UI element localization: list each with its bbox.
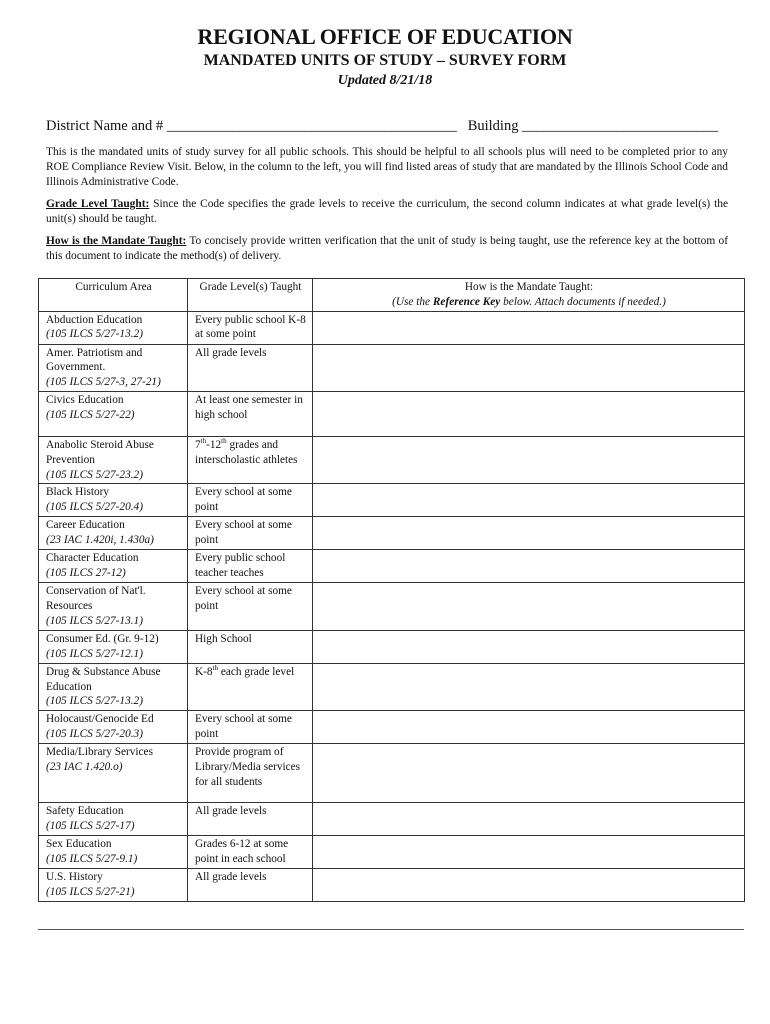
how-taught-response-cell[interactable] <box>313 630 745 663</box>
statute-citation: (105 ILCS 5/27-13.2) <box>46 695 143 708</box>
how-taught-response-cell[interactable] <box>313 391 745 436</box>
grade-level-part: th <box>221 437 227 446</box>
curriculum-area-cell <box>39 869 188 902</box>
statute-citation: (105 ILCS 5/27-23.2) <box>46 468 143 481</box>
curriculum-area-name: Safety Education <box>46 805 124 818</box>
table-row <box>39 803 745 836</box>
grade-level-cell: Every public school teacher teaches <box>188 550 313 583</box>
curriculum-area-name: Conservation of Nat'l. Resources <box>46 585 146 613</box>
grade-level-cell: High School <box>188 630 313 663</box>
curriculum-area-cell <box>39 484 188 517</box>
note-pre: (Use the <box>392 295 433 308</box>
how-taught-response-cell[interactable] <box>313 869 745 902</box>
table-row <box>39 630 745 663</box>
curriculum-area-name: Career Education <box>46 519 125 532</box>
curriculum-area-name: U.S. History <box>46 871 103 884</box>
grade-level-text: Since the Code specifies the grade levels to receive the curriculum, the second column indicates at what grade level(s) the unit(s) should be taught. <box>46 198 728 225</box>
statute-citation: (23 IAC 1.420i, 1.430a) <box>46 534 154 547</box>
curriculum-area-cell <box>39 663 188 710</box>
how-taught-response-cell[interactable] <box>313 583 745 630</box>
mandate-heading: How is the Mandate Taught: <box>46 235 187 247</box>
curriculum-area-cell <box>39 550 188 583</box>
district-building-line <box>46 118 718 135</box>
grade-level-cell: All grade levels <box>188 803 313 836</box>
mandate-explanation <box>46 234 728 264</box>
curriculum-area-name: Drug & Substance Abuse Education <box>46 665 161 693</box>
grade-level-cell: Grades 6-12 at some point in each school <box>188 836 313 869</box>
how-taught-response-cell[interactable] <box>313 836 745 869</box>
grade-level-cell: Provide program of Library/Media services for all students <box>188 744 313 803</box>
statute-citation: (105 ILCS 5/27-9.1) <box>46 852 138 865</box>
statute-citation: (105 ILCS 5/27-21) <box>46 885 135 898</box>
grade-level-cell: At least one semester in high school <box>188 391 313 436</box>
building-field[interactable]: ___________________________ <box>522 118 718 134</box>
table-row <box>39 344 745 391</box>
page-title: REGIONAL OFFICE OF EDUCATION <box>197 24 573 49</box>
how-taught-response-cell[interactable] <box>313 550 745 583</box>
curriculum-area-name: Civics Education <box>46 393 124 406</box>
grade-level-cell <box>188 663 313 710</box>
grade-level-part: 7 <box>195 438 201 451</box>
grade-level-heading: Grade Level Taught: <box>46 198 150 210</box>
curriculum-area-name: Character Education <box>46 552 139 565</box>
table-row <box>39 484 745 517</box>
grade-level-cell: Every school at some point <box>188 517 313 550</box>
curriculum-area-name: Media/Library Services <box>46 746 153 759</box>
table-row <box>39 391 745 436</box>
mandate-text: To concisely provide written verification that the unit of study is being taught, use the reference key at the bottom of this document to indicate the method(s) of delivery. <box>46 235 728 262</box>
statute-citation: (105 ILCS 5/27-3, 27-21) <box>46 376 161 389</box>
statute-citation: (105 ILCS 5/27-20.4) <box>46 501 143 514</box>
curriculum-area-name: Holocaust/Genocide Ed <box>46 713 154 726</box>
table-row <box>39 869 745 902</box>
table-row <box>39 663 745 710</box>
grade-level-part: K-8 <box>195 665 213 678</box>
note-post: below. Attach documents if needed.) <box>500 295 666 308</box>
statute-citation: (105 ILCS 27-12) <box>46 567 126 580</box>
grade-level-cell: Every school at some point <box>188 583 313 630</box>
how-taught-response-cell[interactable] <box>313 344 745 391</box>
table-row <box>39 550 745 583</box>
how-taught-response-cell[interactable] <box>313 663 745 710</box>
building-label: Building <box>467 118 519 134</box>
how-taught-response-cell[interactable] <box>313 744 745 803</box>
curriculum-area-name: Consumer Ed. (Gr. 9-12) <box>46 632 159 645</box>
table-row <box>39 311 745 344</box>
grade-level-part: grades and interscholastic athletes <box>195 438 298 466</box>
grade-level-cell: Every school at some point <box>188 484 313 517</box>
how-taught-response-cell[interactable] <box>313 803 745 836</box>
grade-level-cell: Every school at some point <box>188 711 313 744</box>
curriculum-area-cell <box>39 711 188 744</box>
grade-level-part: th <box>200 437 207 446</box>
grade-level-cell: All grade levels <box>188 344 313 391</box>
curriculum-area-cell <box>39 836 188 869</box>
curriculum-area-name: Amer. Patriotism and Government. <box>46 346 143 374</box>
table-row <box>39 711 745 744</box>
header-grade-levels: Grade Level(s) Taught <box>188 279 313 312</box>
curriculum-area-name: Sex Education <box>46 838 112 851</box>
header-how-taught-label: How is the Mandate Taught: <box>464 281 594 293</box>
table-row <box>39 744 745 803</box>
statute-citation: (105 ILCS 5/27-13.1) <box>46 614 143 627</box>
curriculum-area-cell <box>39 344 188 391</box>
curriculum-area-name: Anabolic Steroid Abuse Prevention <box>46 438 154 466</box>
district-label: District Name and # <box>46 118 164 134</box>
header-curriculum-area: Curriculum Area <box>39 279 188 312</box>
mandated-units-table <box>38 278 745 902</box>
curriculum-area-cell <box>39 583 188 630</box>
how-taught-response-cell[interactable] <box>313 517 745 550</box>
curriculum-area-cell <box>39 436 188 483</box>
grade-level-part: each grade level <box>218 665 295 678</box>
grade-level-part: th <box>212 664 219 672</box>
curriculum-area-cell <box>39 630 188 663</box>
updated-date: Updated 8/21/18 <box>337 73 433 88</box>
statute-citation: (105 ILCS 5/27-17) <box>46 819 135 832</box>
grade-level-cell: Every public school K-8 at some point <box>188 311 313 344</box>
how-taught-response-cell[interactable] <box>313 311 745 344</box>
how-taught-response-cell[interactable] <box>313 436 745 483</box>
grade-level-explanation <box>46 197 728 227</box>
footer-divider <box>38 929 744 930</box>
how-taught-response-cell[interactable] <box>313 711 745 744</box>
statute-citation: (23 IAC 1.420.o) <box>46 760 123 773</box>
form-subtitle: MANDATED UNITS OF STUDY – SURVEY FORM <box>203 52 567 69</box>
statute-citation: (105 ILCS 5/27-13.2) <box>46 328 143 341</box>
district-field[interactable]: ________________________________________ <box>166 118 457 134</box>
header-how-taught <box>313 279 745 312</box>
grade-level-cell: All grade levels <box>188 869 313 902</box>
statute-citation: (105 ILCS 5/27-22) <box>46 408 135 421</box>
table-row <box>39 583 745 630</box>
how-taught-response-cell[interactable] <box>313 484 745 517</box>
table-row <box>39 517 745 550</box>
curriculum-area-cell <box>39 744 188 803</box>
grade-level-part: -12 <box>206 438 222 451</box>
curriculum-area-cell <box>39 311 188 344</box>
statute-citation: (105 ILCS 5/27-20.3) <box>46 727 143 740</box>
intro-paragraph: This is the mandated units of study survey for all public schools. This should be helpful to all schools plus will need to be completed prior to any ROE Compliance Review Visit. Below, in the column to the left, you will find listed areas of study that are mandated by the Illinois School Code and Illinois Administrative Code. <box>46 146 728 188</box>
statute-citation: (105 ILCS 5/27-12.1) <box>46 647 143 660</box>
table-header-row <box>39 279 745 312</box>
curriculum-area-name: Black History <box>46 486 110 499</box>
header-reference-note <box>320 295 738 310</box>
curriculum-area-cell <box>39 391 188 436</box>
curriculum-area-cell <box>39 517 188 550</box>
grade-level-cell <box>188 436 313 483</box>
table-row <box>39 436 745 483</box>
note-reference-key: Reference Key <box>432 295 501 308</box>
table-row <box>39 836 745 869</box>
curriculum-area-cell <box>39 803 188 836</box>
curriculum-area-name: Abduction Education <box>46 313 143 326</box>
